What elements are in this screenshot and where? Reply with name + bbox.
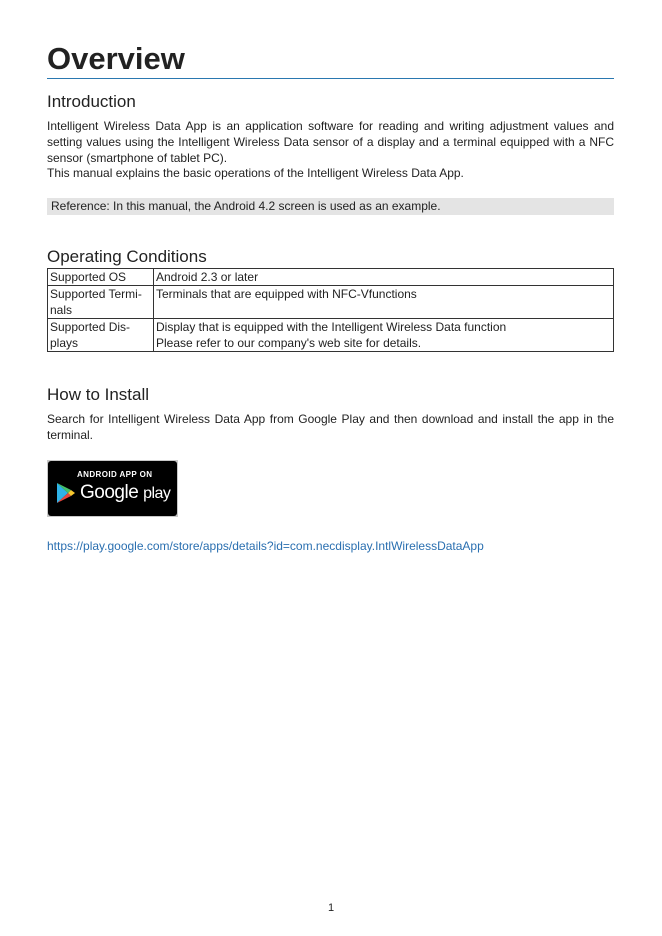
how-to-install-heading: How to Install <box>47 385 150 404</box>
page-number: 1 <box>327 902 335 914</box>
introduction-paragraph: Intelligent Wireless Data App is an application software for reading and writing adjustment values and setting values using the Intelligent Wireless Data sensor of a display and a terminal equipped with a NFC sensor (smartphone of tablet PC). <box>47 119 614 165</box>
reference-note: Reference: In this manual, the Android 4.2 screen is used as an example. <box>47 198 614 215</box>
google-play-badge[interactable] <box>47 460 178 517</box>
operating-conditions-heading: Operating Conditions <box>47 247 207 266</box>
introduction-heading: Introduction <box>47 92 136 111</box>
operating-conditions-table <box>47 268 614 352</box>
table-cell-value-line: Please refer to our company's web site for details. <box>156 336 422 350</box>
badge-play-text: play <box>143 485 171 502</box>
badge-store-name <box>80 481 170 506</box>
page-title: Overview <box>47 40 614 79</box>
table-row <box>48 269 614 286</box>
table-cell-key: Supported Dis-plays <box>48 319 154 352</box>
google-play-badge-body <box>48 461 177 516</box>
table-row <box>48 286 614 319</box>
google-play-icon <box>56 482 76 504</box>
introduction-paragraph-2: This manual explains the basic operations of the Intelligent Wireless Data App. <box>47 166 464 180</box>
table-cell-value <box>154 319 614 352</box>
google-play-link[interactable]: https://play.google.com/store/apps/details?id=com.necdisplay.IntlWirelessDataApp <box>47 539 484 553</box>
install-paragraph: Search for Intelligent Wireless Data App from Google Play and then download and install the app in the terminal. <box>47 412 614 442</box>
badge-caption: ANDROID APP ON <box>77 470 153 479</box>
table-cell-value: Android 2.3 or later <box>154 269 614 286</box>
table-row <box>48 319 614 352</box>
table-cell-value: Terminals that are equipped with NFC-Vfunctions <box>154 286 614 319</box>
table-cell-key: Supported OS <box>48 269 154 286</box>
table-cell-key: Supported Termi-nals <box>48 286 154 319</box>
table-cell-value-line: Display that is equipped with the Intelligent Wireless Data function <box>156 320 507 334</box>
badge-google-text: Google <box>80 482 139 503</box>
